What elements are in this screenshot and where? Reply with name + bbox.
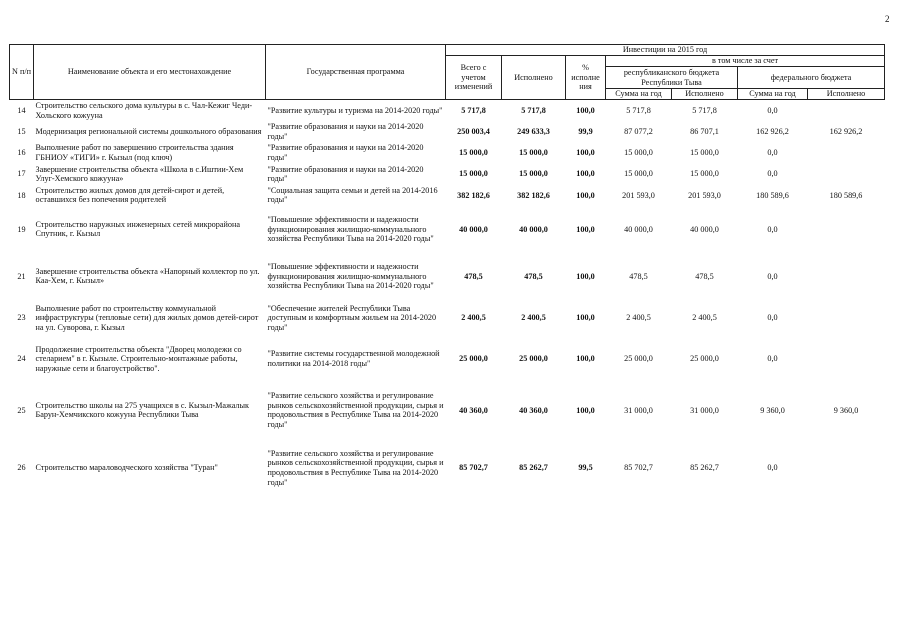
federal-executed <box>808 439 885 497</box>
republic-executed: 15 000,0 <box>690 148 719 158</box>
object-name: Продолжение строительства объекта "Дворец молодежи со стеларием" в г. Кызыле. Строительно-монтажные работы, наружные сети и благоустройство". <box>35 344 242 373</box>
republic-executed: 2 400,5 <box>692 313 717 323</box>
table-row <box>10 300 885 336</box>
header-program: Государственная программа <box>266 45 446 100</box>
republic-executed: 15 000,0 <box>690 169 719 179</box>
executed-total: 15 000,0 <box>519 169 548 179</box>
row-number: 14 <box>17 105 26 115</box>
table-row <box>10 100 885 122</box>
republic-sum-year: 85 702,7 <box>624 463 653 473</box>
total-with-changes: 15 000,0 <box>459 148 488 158</box>
execution-percent: 100,0 <box>576 148 595 158</box>
federal-executed <box>808 142 885 163</box>
execution-percent: 100,0 <box>576 405 595 415</box>
total-with-changes: 25 000,0 <box>459 354 488 364</box>
total-with-changes: 5 717,8 <box>461 105 486 115</box>
execution-percent: 100,0 <box>576 224 595 234</box>
republic-executed: 478,5 <box>695 271 714 281</box>
object-name: Выполнение работ по строительству коммунальной инфраструктуры (тепловые сети) для жилых домов детей-сирот на ул. Суворова, г. Кызыл <box>35 303 259 332</box>
republic-sum-year: 5 717,8 <box>626 105 651 115</box>
federal-executed: 162 926,2 <box>829 126 863 136</box>
table-row <box>10 121 885 142</box>
program-name: "Развитие образования и науки на 2014-2020 годы" <box>267 122 424 141</box>
header-federal: федерального бюджета <box>738 67 885 89</box>
total-with-changes: 85 702,7 <box>459 463 488 473</box>
federal-executed: 9 360,0 <box>833 405 859 415</box>
header-num: N п/п <box>10 45 34 100</box>
federal-executed <box>808 253 885 300</box>
header-rep-executed: Исполнено <box>672 89 738 100</box>
program-name: "Социальная защита семьи и детей на 2014-2016 годы" <box>267 185 438 205</box>
federal-executed <box>808 164 885 185</box>
federal-executed: 180 589,6 <box>829 190 863 200</box>
republic-executed: 86 707,1 <box>690 126 719 136</box>
table-row <box>10 336 885 382</box>
republic-sum-year: 15 000,0 <box>624 169 653 179</box>
total-with-changes: 40 360,0 <box>459 405 488 415</box>
object-name: Строительство наружных инженерных сетей микрорайона Спутник, г. Кызыл <box>35 219 240 239</box>
total-with-changes: 15 000,0 <box>459 169 488 179</box>
table-row <box>10 142 885 163</box>
total-with-changes: 2 400,5 <box>461 313 486 323</box>
federal-sum-year: 0,0 <box>767 224 778 234</box>
table-body <box>10 100 885 497</box>
row-number: 17 <box>17 169 26 179</box>
federal-sum-year: 0,0 <box>767 463 778 473</box>
table-row <box>10 206 885 253</box>
row-number: 18 <box>17 190 26 200</box>
object-name: Строительство жилых домов для детей-сирот и детей, оставшихся без попечения родителей <box>35 185 225 205</box>
executed-total: 249 633,3 <box>517 126 550 136</box>
row-number: 26 <box>17 463 26 473</box>
federal-sum-year: 162 926,2 <box>756 126 789 136</box>
execution-percent: 100,0 <box>576 169 595 179</box>
federal-executed <box>808 100 885 122</box>
republic-sum-year: 15 000,0 <box>624 148 653 158</box>
row-number: 21 <box>17 271 26 281</box>
page-number: 2 <box>885 14 890 24</box>
execution-percent: 100,0 <box>576 271 595 281</box>
total-with-changes: 478,5 <box>464 271 483 281</box>
program-name: "Повышение эффективности и надежности функционирования жилищно-коммунального хозяйства Республики Тыва на 2014-2020 годы" <box>267 262 434 291</box>
federal-sum-year: 9 360,0 <box>760 405 785 415</box>
executed-total: 5 717,8 <box>521 105 546 115</box>
execution-percent: 100,0 <box>576 313 595 323</box>
executed-total: 2 400,5 <box>521 313 546 323</box>
executed-total: 85 262,7 <box>519 463 548 473</box>
header-fed-executed: Исполнено <box>808 89 885 100</box>
republic-executed: 201 593,0 <box>688 190 721 200</box>
federal-sum-year: 0,0 <box>767 313 778 323</box>
object-name: Строительство сельского дома культуры в с. Чал-Кежиг Чеди-Хольского кожууна <box>35 101 253 120</box>
total-with-changes: 382 182,6 <box>457 190 490 200</box>
republic-executed: 5 717,8 <box>692 105 717 115</box>
federal-executed <box>808 336 885 382</box>
header-fed-sum-year: Сумма на год <box>738 89 808 100</box>
header-republic: республиканского бюджета Республики Тыва <box>606 67 738 89</box>
executed-total: 478,5 <box>524 271 543 281</box>
execution-percent: 100,0 <box>576 105 595 115</box>
header-rep-sum-year: Сумма на год <box>606 89 672 100</box>
header-done: Исполнено <box>502 56 566 100</box>
federal-sum-year: 0,0 <box>767 271 778 281</box>
program-name: "Обеспечение жителей Республики Тыва доступным и комфортным жильем на 2014-2020 годы" <box>267 303 437 332</box>
republic-sum-year: 31 000,0 <box>624 405 653 415</box>
execution-percent: 100,0 <box>576 354 595 364</box>
republic-executed: 25 000,0 <box>690 354 719 364</box>
total-with-changes: 40 000,0 <box>459 224 488 234</box>
table-row <box>10 253 885 300</box>
table-row <box>10 185 885 206</box>
execution-percent: 99,5 <box>578 463 593 473</box>
object-name: Выполнение работ по завершению строительства здания ГБНИОУ «ТИГИ» г. Кызыл (под ключ) <box>35 143 234 162</box>
executed-total: 25 000,0 <box>519 354 548 364</box>
executed-total: 382 182,6 <box>517 190 550 200</box>
object-name: Строительство школы на 275 учащихся в с. Кызыл-Мажалык Барун-Хемчикского кожууна Республики Тыва <box>35 400 249 420</box>
republic-sum-year: 201 593,0 <box>622 190 655 200</box>
federal-sum-year: 0,0 <box>767 148 778 158</box>
program-name: "Развитие системы государственной молодежной политики на 2014-2018 годы" <box>267 349 440 368</box>
execution-percent: 100,0 <box>576 190 595 200</box>
federal-executed <box>808 300 885 336</box>
row-number: 24 <box>17 354 26 364</box>
federal-sum-year: 0,0 <box>767 354 778 364</box>
program-name: "Развитие сельского хозяйства и регулирование рынков сельскохозяйственной продукции, сырья и продовольствия в Республике Тыва на 2014-2020 годы" <box>267 391 444 430</box>
header-investments: Инвестиции на 2015 год <box>446 45 885 56</box>
header-including: в том числе за счет <box>606 56 885 67</box>
republic-sum-year: 25 000,0 <box>624 354 653 364</box>
executed-total: 40 360,0 <box>519 405 548 415</box>
object-name: Строительство мараловодческого хозяйства "Туран" <box>35 463 218 473</box>
executed-total: 40 000,0 <box>519 224 548 234</box>
republic-executed: 85 262,7 <box>690 463 719 473</box>
execution-percent: 99,9 <box>578 126 593 136</box>
program-name: "Развитие образования и науки на 2014-2020 годы" <box>267 164 424 184</box>
table-header <box>10 45 885 100</box>
row-number: 15 <box>17 126 26 136</box>
total-with-changes: 250 003,4 <box>457 126 490 136</box>
row-number: 16 <box>17 148 26 158</box>
republic-sum-year: 40 000,0 <box>624 224 653 234</box>
row-number: 25 <box>17 405 26 415</box>
program-name: "Развитие образования и науки на 2014-2020 годы" <box>267 143 424 162</box>
object-name: Завершение строительства объекта «Напорный коллектор по ул. Каа-Хем, г. Кызыл» <box>35 266 260 286</box>
header-pct: % исполне ния <box>566 56 606 100</box>
object-name: Модернизация региональной системы дошкольного образования <box>35 126 262 136</box>
federal-sum-year: 180 589,6 <box>756 190 789 200</box>
republic-sum-year: 478,5 <box>629 271 648 281</box>
program-name: "Развитие сельского хозяйства и регулирование рынков сельскохозяйственной продукции, сырья и продовольствия в Республике Тыва на 2014-2020 годы" <box>267 448 444 487</box>
table-row <box>10 439 885 497</box>
federal-executed <box>808 206 885 253</box>
federal-sum-year: 0,0 <box>767 105 778 115</box>
header-name: Наименование объекта и его местонахождение <box>34 45 266 100</box>
republic-executed: 40 000,0 <box>690 224 719 234</box>
republic-executed: 31 000,0 <box>690 405 719 415</box>
investment-table <box>9 44 885 497</box>
row-number: 19 <box>17 224 26 234</box>
header-total: Всего с учетом изменений <box>446 56 502 100</box>
program-name: "Развитие культуры и туризма на 2014-2020 годы" <box>267 105 443 115</box>
object-name: Завершение строительства объекта «Школа в с.Иштии-Хем Улуг-Хемского кожууна» <box>35 164 244 184</box>
row-number: 23 <box>17 313 26 323</box>
executed-total: 15 000,0 <box>519 148 548 158</box>
program-name: "Повышение эффективности и надежности функционирования жилищно-коммунального хозяйства Республики Тыва на 2014-2020 годы" <box>267 215 434 244</box>
federal-sum-year: 0,0 <box>767 169 778 179</box>
table-row <box>10 382 885 439</box>
republic-sum-year: 87 077,2 <box>624 126 653 136</box>
republic-sum-year: 2 400,5 <box>626 313 651 323</box>
table-row <box>10 164 885 185</box>
